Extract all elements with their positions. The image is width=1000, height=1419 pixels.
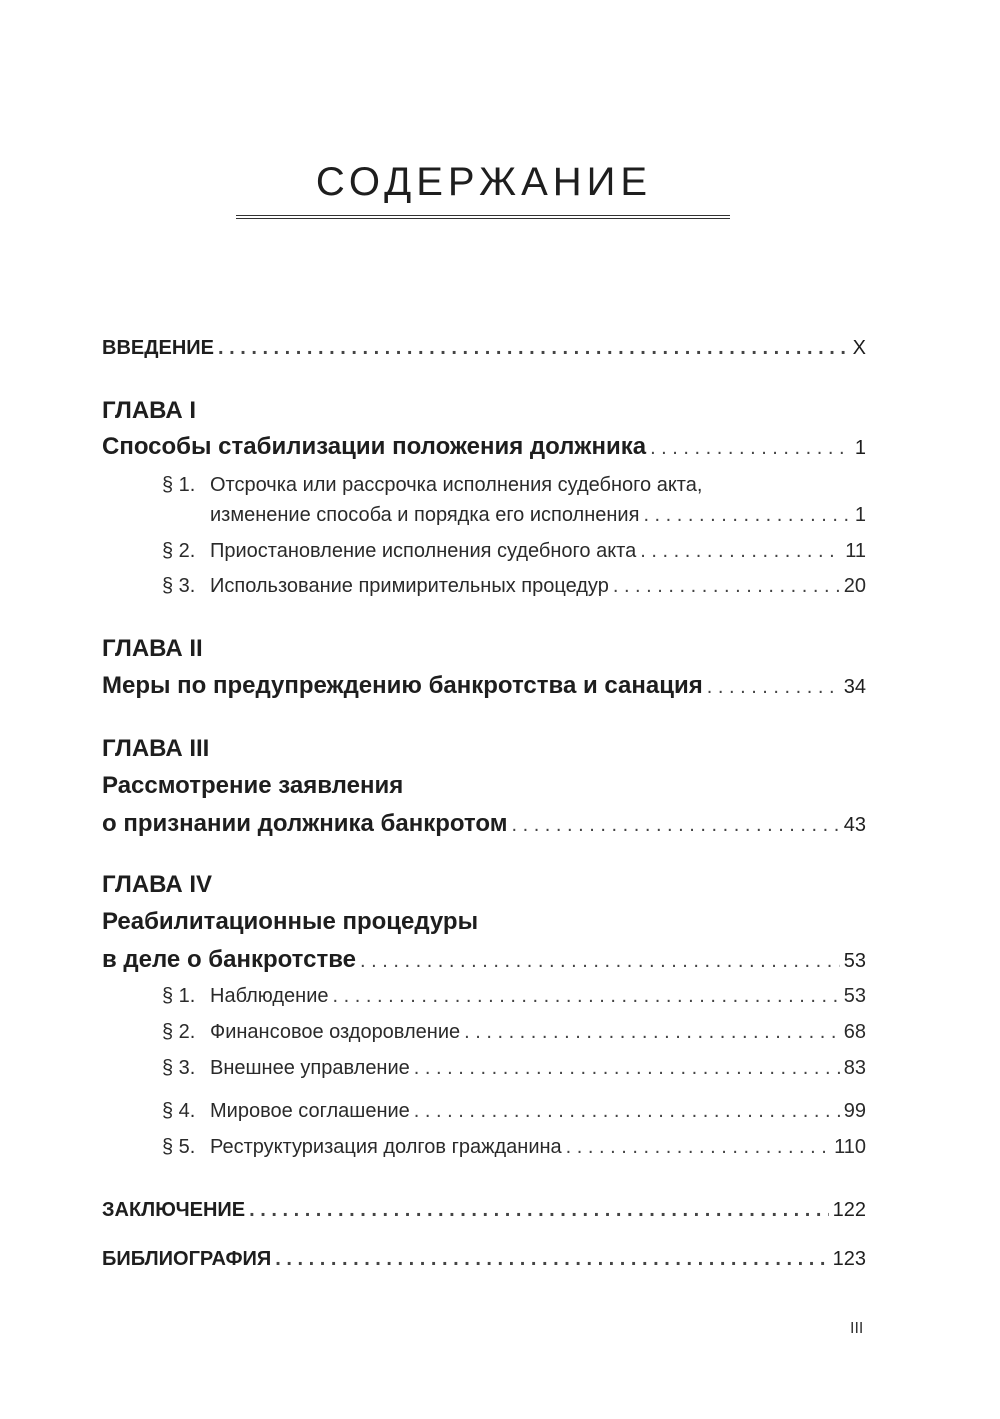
toc-page-number: 110 <box>834 1136 866 1158</box>
leader-dots <box>464 1021 840 1044</box>
toc-page-number: 83 <box>843 1057 866 1079</box>
chapter-heading: ГЛАВА IV <box>102 871 212 898</box>
toc-page-number: 11 <box>845 540 866 562</box>
toc-page-number: 123 <box>832 1248 866 1270</box>
title-double-rule <box>236 215 730 219</box>
chapter-heading: ГЛАВА II <box>102 635 203 662</box>
toc-entry-section[interactable] <box>162 1021 866 1044</box>
toc-entry-section[interactable] <box>162 985 866 1008</box>
section-number: § 4. <box>162 1100 196 1122</box>
section-title: Использование примирительных процедур <box>210 575 609 597</box>
leader-dots <box>275 1248 828 1271</box>
toc-entry-section[interactable] <box>162 540 866 563</box>
toc-page-number: 34 <box>843 676 866 698</box>
section-title: Приостановление исполнения судебного акта <box>210 540 637 562</box>
toc-entry-intro[interactable] <box>102 337 866 360</box>
section-number: § 2. <box>162 1021 196 1043</box>
leader-dots <box>414 1057 840 1080</box>
section-title-line: Отсрочка или рассрочка исполнения судебного акта, <box>210 474 703 496</box>
toc-entry-section[interactable] <box>210 504 866 527</box>
toc-entry-bibliography[interactable] <box>102 1248 866 1271</box>
toc-entry-section[interactable] <box>162 1057 866 1080</box>
toc-entry-chapter[interactable] <box>102 946 866 974</box>
leader-dots <box>643 504 850 527</box>
toc-page-number: 53 <box>843 950 866 972</box>
chapter-heading: ГЛАВА III <box>102 735 210 762</box>
chapter-title: Меры по предупреждению банкротства и санация <box>102 672 703 699</box>
section-title: Внешнее управление <box>210 1057 410 1079</box>
chapter-title-line: в деле о банкротстве <box>102 946 357 973</box>
leader-dots <box>707 676 840 699</box>
leader-dots <box>360 950 840 973</box>
leader-dots <box>650 437 851 460</box>
chapter-heading: ГЛАВА I <box>102 397 196 424</box>
toc-page-number: 20 <box>843 575 866 597</box>
leader-dots <box>249 1199 829 1222</box>
chapter-title-line: Реабилитационные процедуры <box>102 908 479 935</box>
toc-page-number: 53 <box>843 985 866 1007</box>
toc-page-number: 1 <box>854 504 866 526</box>
leader-dots <box>511 814 839 837</box>
leader-dots <box>218 337 849 360</box>
section-number: § 1. <box>162 985 196 1007</box>
toc-page-number: 1 <box>854 437 866 459</box>
section-first-line <box>162 474 702 497</box>
section-title-line: изменение способа и порядка его исполнения <box>210 504 640 526</box>
leader-dots <box>333 985 840 1008</box>
section-title: Мировое соглашение <box>210 1100 410 1122</box>
toc-entry-section[interactable] <box>162 575 866 598</box>
leader-dots <box>613 575 840 598</box>
toc-entry-label: ЗАКЛЮЧЕНИЕ <box>102 1199 246 1221</box>
section-title: Реструктуризация долгов гражданина <box>210 1136 562 1158</box>
chapter-title: Способы стабилизации положения должника <box>102 433 647 460</box>
page-folio: III <box>850 1320 864 1337</box>
toc-entry-section[interactable] <box>162 1136 866 1159</box>
toc-entry-chapter[interactable] <box>102 672 866 700</box>
toc-entry-section[interactable] <box>162 1100 866 1123</box>
section-number: § 3. <box>162 1057 196 1079</box>
section-title: Наблюдение <box>210 985 329 1007</box>
toc-page-number: 99 <box>843 1100 866 1122</box>
toc-page-number: 122 <box>832 1199 866 1221</box>
toc-entry-chapter[interactable] <box>102 433 866 461</box>
page-title: СОДЕРЖАНИЕ <box>315 160 653 204</box>
leader-dots <box>640 540 841 563</box>
toc-entry-chapter[interactable] <box>102 810 866 838</box>
section-number: § 1. <box>162 474 196 496</box>
section-number: § 5. <box>162 1136 196 1158</box>
toc-entry-label: ВВЕДЕНИЕ <box>102 337 214 359</box>
toc-page-number: 43 <box>843 814 866 836</box>
toc-entry-label: БИБЛИОГРАФИЯ <box>102 1248 272 1270</box>
chapter-title-line: о признании должника банкротом <box>102 810 508 837</box>
toc-entry-conclusion[interactable] <box>102 1199 866 1222</box>
leader-dots <box>566 1136 830 1159</box>
section-number: § 3. <box>162 575 196 597</box>
leader-dots <box>414 1100 840 1123</box>
chapter-title-line: Рассмотрение заявления <box>102 772 404 799</box>
section-number: § 2. <box>162 540 196 562</box>
section-title: Финансовое оздоровление <box>210 1021 461 1043</box>
toc-page-number: 68 <box>843 1021 866 1043</box>
toc-page-number: X <box>852 337 866 359</box>
